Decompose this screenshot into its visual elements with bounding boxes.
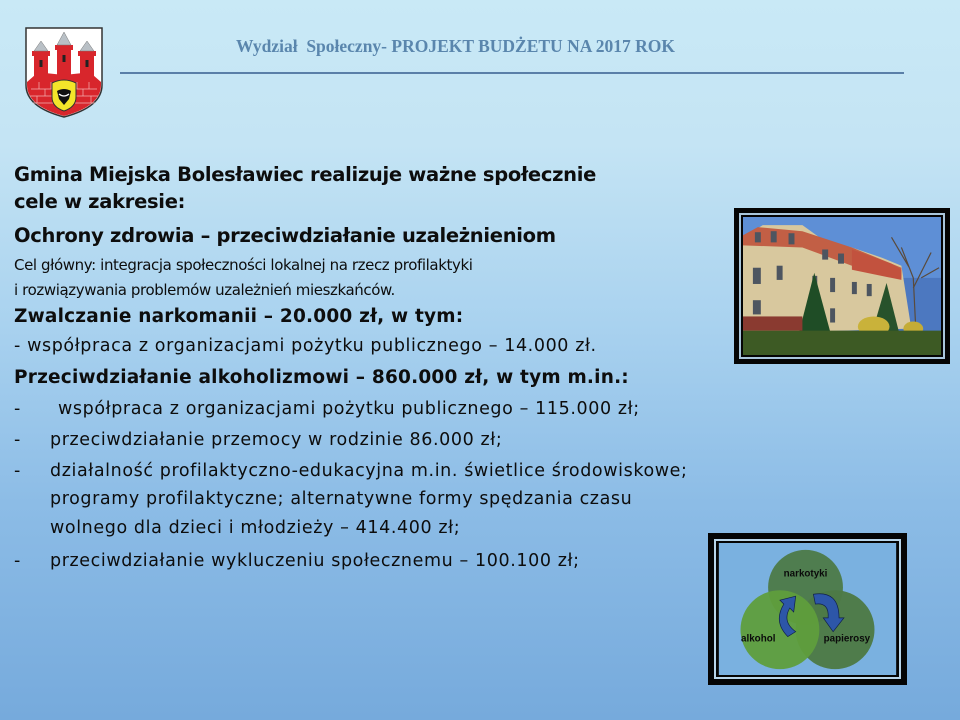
coat-of-arms-icon <box>25 27 103 118</box>
drug-item-1: - współpraca z organizacjami pożytku publicznego – 14.000 zł. <box>14 336 597 356</box>
venn-diagram-icon <box>718 543 897 675</box>
intro-line-1: Gmina Miejska Bolesławiec realizuje ważne społecznie <box>14 163 597 186</box>
bullet-dash: - <box>14 399 21 419</box>
goal-line-1: Cel główny: integracja społeczności lokalnej na rzecz profilaktyki <box>14 256 473 274</box>
alcohol-item-4: przeciwdziałanie wykluczeniu społecznemu – 100.100 zł; <box>50 551 580 571</box>
bullet-dash: - <box>14 461 21 481</box>
alcohol-item-2: przeciwdziałanie przemocy w rodzinie 86.000 zł; <box>50 430 503 450</box>
bullet-dash: - <box>14 430 21 450</box>
intro-line-2: cele w zakresie: <box>14 190 186 213</box>
section-title: Ochrony zdrowia – przeciwdziałanie uzależnieniom <box>14 224 556 247</box>
department-label: Wydział Społeczny- <box>236 36 392 56</box>
diagram-label-papierosy: papierosy <box>823 633 871 645</box>
alcohol-item-1: współpraca z organizacjami pożytku publicznego – 115.000 zł; <box>58 399 640 419</box>
drug-section-heading: Zwalczanie narkomanii – 20.000 zł, w tym: <box>14 306 464 327</box>
diagram-label-narkotyki: narkotyki <box>783 568 828 580</box>
budget-title: PROJEKT BUDŻETU NA 2017 ROK <box>391 36 675 56</box>
alcohol-item-3-line-2: programy profilaktyczne; alternatywne formy spędzania czasu <box>50 489 633 509</box>
building-photo <box>734 208 950 364</box>
addiction-diagram <box>708 533 907 685</box>
alcohol-section-heading: Przeciwdziałanie alkoholizmowi – 860.000 zł, w tym m.in.: <box>14 367 629 388</box>
building-photo-icon <box>743 217 941 355</box>
header-divider <box>120 72 904 74</box>
diagram-label-alkohol: alkohol <box>741 633 776 645</box>
bullet-dash: - <box>14 551 21 571</box>
alcohol-item-3-line-3: wolnego dla dzieci i młodzieży – 414.400 zł; <box>50 518 461 538</box>
alcohol-item-3-line-1: działalność profilaktyczno-edukacyjna m.in. świetlice środowiskowe; <box>50 461 688 481</box>
goal-line-2: i rozwiązywania problemów uzależnień mieszkańców. <box>14 281 395 299</box>
header-title <box>236 36 675 57</box>
